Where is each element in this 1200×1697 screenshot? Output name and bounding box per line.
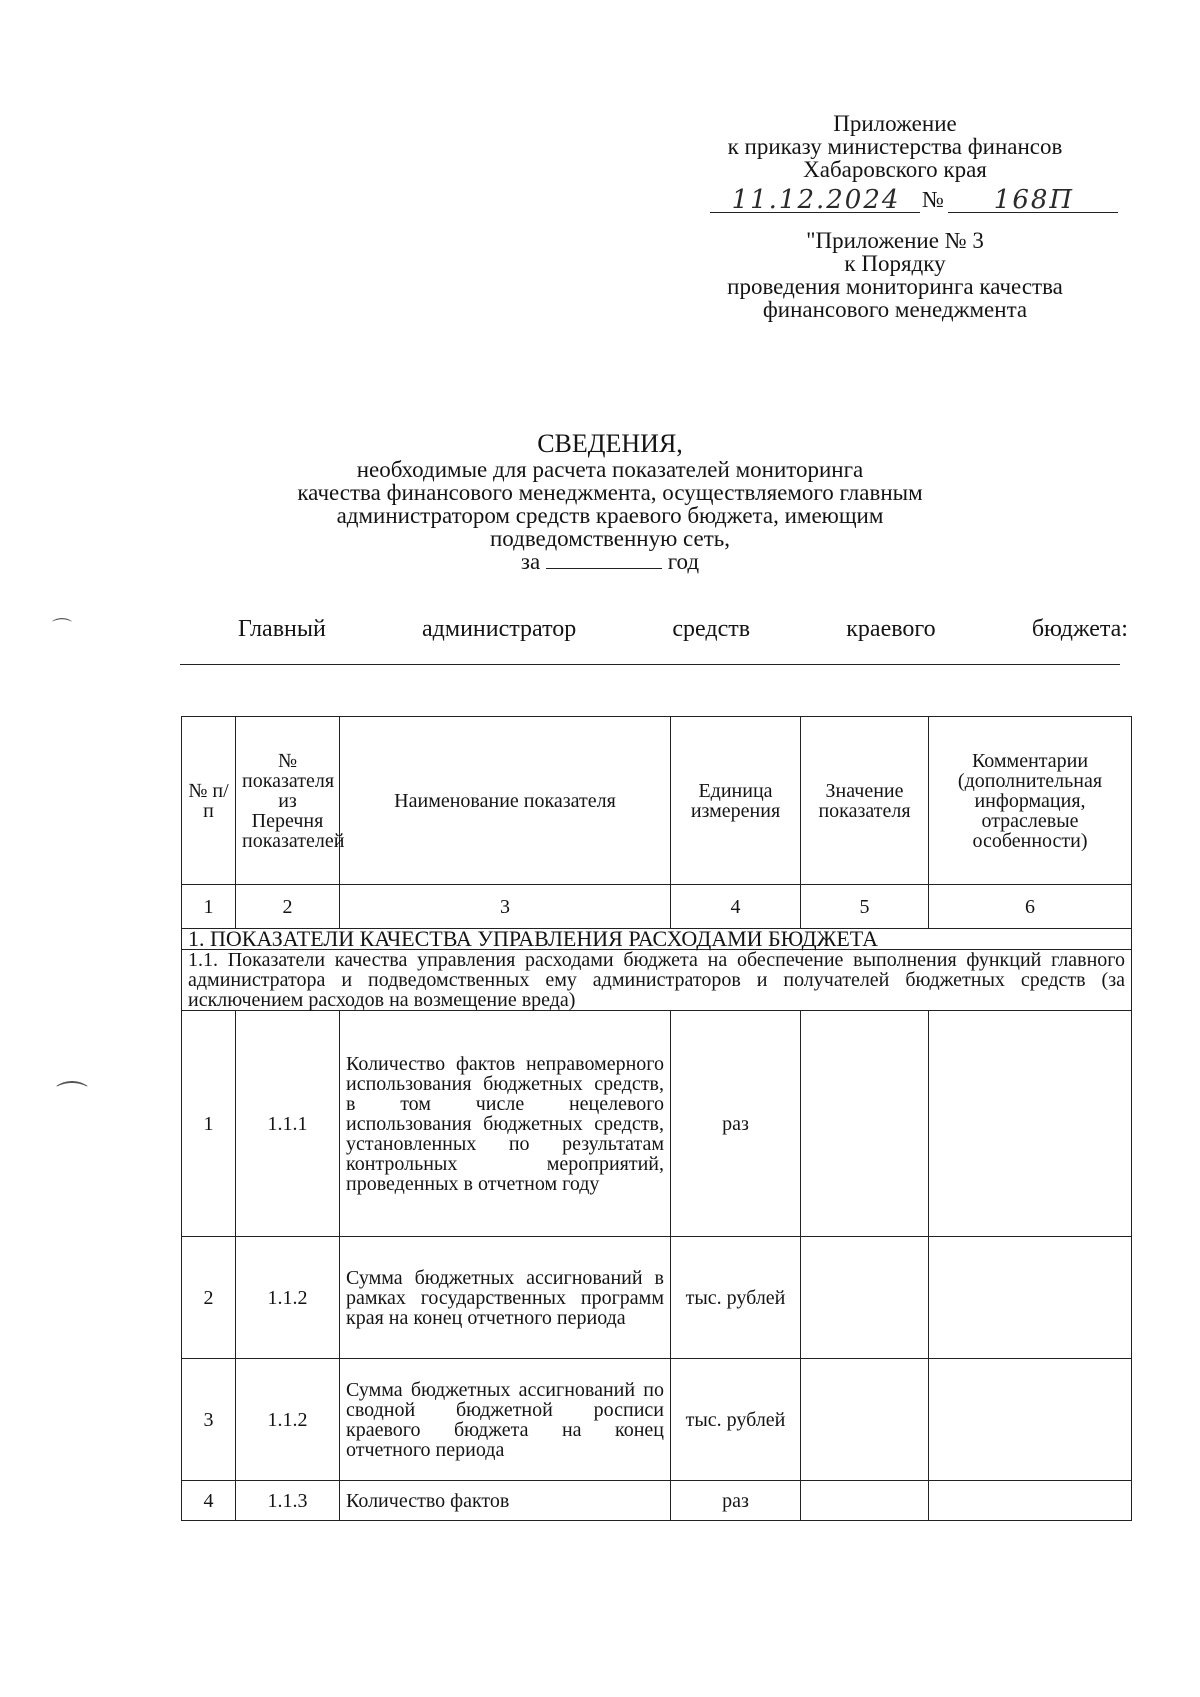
row-unit: тыс. рублей [671, 1359, 801, 1481]
row-num: 1 [182, 1011, 236, 1237]
col-number: 4 [671, 885, 801, 929]
row-code: 1.1.2 [236, 1359, 340, 1481]
document-title [180, 430, 1040, 573]
row-name: Количество фактов [340, 1481, 671, 1521]
title-line2: качества финансового менеджмента, осуществляемого главным [297, 480, 923, 505]
subsection-row [182, 950, 1132, 1011]
row-unit: раз [671, 1481, 801, 1521]
col-number: 2 [236, 885, 340, 929]
row-num: 4 [182, 1481, 236, 1521]
col-number: 1 [182, 885, 236, 929]
subsection-title: 1.1. Показатели качества управления расходами бюджета на обеспечение выполнения функций главного администратора и подведомственных ему администраторов и получателей бюджетных средств (за исключением расходов на возмещение вреда) [182, 950, 1132, 1011]
number-sign: № [922, 187, 944, 212]
header-name: Наименование показателя [340, 717, 671, 885]
year-blank [546, 550, 662, 569]
row-name: Сумма бюджетных ассигнований в рамках государственных программ края на конец отчетного периода [340, 1237, 671, 1359]
admin-word-3: средств [672, 616, 751, 642]
row-code: 1.1.2 [236, 1237, 340, 1359]
col-number: 3 [340, 885, 671, 929]
row-value [801, 1011, 929, 1237]
row-unit: тыс. рублей [671, 1237, 801, 1359]
header-indicator-num: № показателя из Перечня показателей [236, 717, 340, 885]
table-row [182, 1481, 1132, 1521]
year-prefix: за [520, 549, 541, 574]
row-comment [929, 1359, 1132, 1481]
row-name: Количество фактов неправомерного использования бюджетных средств, в том числе нецелевого использования бюджетных средств, установленных по результатам контрольных мероприятий, проведенных в отчетном году [340, 1011, 671, 1237]
column-number-row [182, 885, 1132, 929]
section-title: 1. ПОКАЗАТЕЛИ КАЧЕСТВА УПРАВЛЕНИЯ РАСХОДАМИ БЮДЖЕТА [182, 929, 1132, 950]
row-comment [929, 1481, 1132, 1521]
scan-artifact-mark: ⌒ [56, 1079, 89, 1115]
annex-to: к Порядку [844, 251, 946, 276]
admin-word-5: бюджета: [1031, 616, 1128, 642]
table-row [182, 1237, 1132, 1359]
row-value [801, 1359, 929, 1481]
section-row [182, 929, 1132, 950]
row-value [801, 1237, 929, 1359]
admin-word-4: краевого [846, 616, 936, 642]
admin-word-2: администратор [422, 616, 577, 642]
order-date-number [710, 183, 1130, 213]
table-row [182, 1359, 1132, 1481]
administrator-blank-line [180, 664, 1120, 665]
approval-header [660, 112, 1130, 321]
row-comment [929, 1237, 1132, 1359]
chief-administrator-label [238, 616, 1128, 643]
col-number: 6 [929, 885, 1132, 929]
header-unit: Единица измерения [671, 717, 801, 885]
title-line4: подведомственную сеть, [489, 526, 731, 551]
header-value: Значение показателя [801, 717, 929, 885]
title-line1: необходимые для расчета показателей мониторинга [356, 457, 864, 482]
col-number: 5 [801, 885, 929, 929]
row-num: 2 [182, 1237, 236, 1359]
year-line [180, 550, 1040, 573]
appendix-label: Приложение [833, 111, 957, 136]
indicators-table [181, 716, 1132, 1521]
row-code: 1.1.1 [236, 1011, 340, 1237]
region-label: Хабаровского края [803, 157, 987, 182]
annex-title: "Приложение № 3 [806, 228, 984, 253]
row-num: 3 [182, 1359, 236, 1481]
header-row [182, 717, 1132, 885]
row-name: Сумма бюджетных ассигнований по сводной бюджетной росписи краевого бюджета на конец отчетного периода [340, 1359, 671, 1481]
year-suffix: год [667, 549, 700, 574]
admin-word-1: Главный [238, 616, 326, 642]
title-main: СВЕДЕНИЯ, [537, 429, 683, 458]
annex-line4: финансового менеджмента [762, 297, 1028, 322]
row-comment [929, 1011, 1132, 1237]
title-line3: администратором средств краевого бюджета, имеющим [336, 503, 884, 528]
handwritten-date: 11.12.2024 [710, 189, 920, 213]
row-value [801, 1481, 929, 1521]
order-reference: к приказу министерства финансов [727, 134, 1063, 159]
scan-artifact-mark: ⌒ [52, 618, 72, 640]
row-code: 1.1.3 [236, 1481, 340, 1521]
table-row [182, 1011, 1132, 1237]
handwritten-number: 168П [948, 189, 1118, 213]
header-num: № п/п [182, 717, 236, 885]
row-unit: раз [671, 1011, 801, 1237]
header-comment: Комментарии (дополнительная информация, отраслевые особенности) [929, 717, 1132, 885]
annex-reference [660, 229, 1130, 321]
annex-line3: проведения мониторинга качества [727, 274, 1063, 299]
